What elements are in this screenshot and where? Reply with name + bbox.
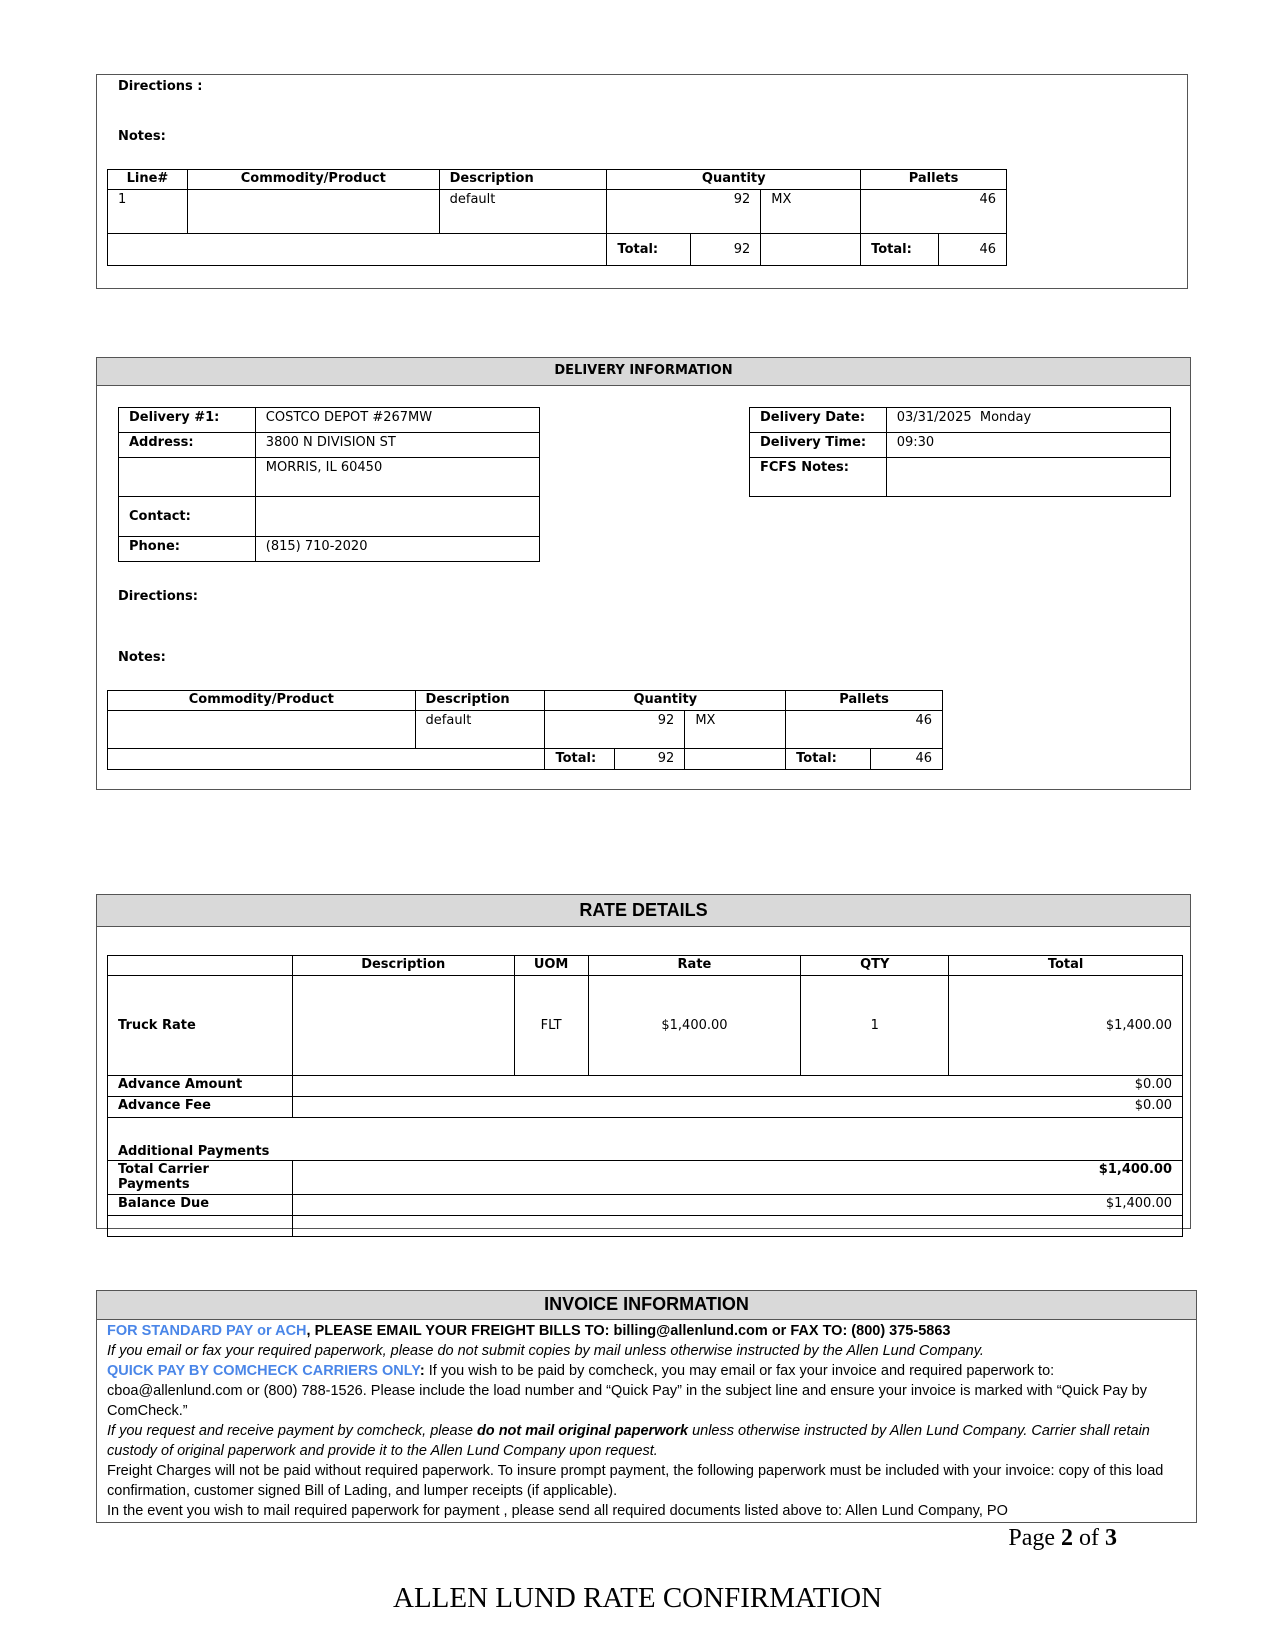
- invoice-paragraph-comcheck: If you request and receive payment by comcheck, please do not mail original paperwork unless otherwise instructed by Allen Lund Company. Carrier shall retain custody of original paperwork and provide it to the Allen Lund Company upon request.: [107, 1423, 1150, 1459]
- page-number: Page 2 of 3: [1008, 1525, 1117, 1551]
- phone-value: (815) 710-2020: [255, 537, 539, 562]
- cell-pallets: 46: [786, 711, 943, 749]
- address-line2: MORRIS, IL 60450: [255, 458, 539, 497]
- pallets-total-label: Total:: [786, 749, 871, 770]
- notes-label: Notes:: [118, 129, 166, 144]
- table-row: [108, 190, 1007, 234]
- phone-label: Phone:: [119, 537, 256, 562]
- pickup-commodity-table: [107, 169, 1007, 266]
- cell-line: 1: [108, 190, 188, 234]
- delivery-time-label: Delivery Time:: [750, 433, 887, 458]
- delivery-commodity-table: [107, 690, 943, 770]
- invoice-paragraph-quick-pay: QUICK PAY BY COMCHECK CARRIERS ONLY: If you wish to be paid by comcheck, you may email or fax your invoice and required paperwork to: cboa@allenlund.com or (800) 788-1526. Please include the load number and “Quick Pay” in the subject line and ensure your invoice is marked with “Quick Pay by ComCheck.”: [107, 1363, 1147, 1419]
- advance-amount-label: Advance Amount: [108, 1076, 293, 1097]
- truck-rate-label: Truck Rate: [108, 976, 293, 1076]
- header-quantity: Quantity: [545, 691, 786, 711]
- total-carrier-payments-value: $1,400.00: [292, 1161, 1182, 1195]
- invoice-body: [97, 1320, 1196, 1521]
- balance-due-label: Balance Due: [108, 1195, 293, 1216]
- invoice-paragraph-required-paperwork: Freight Charges will not be paid without required paperwork. To insure prompt payment, the following paperwork must be included with your invoice: copy of this load confirmation, customer signed Bill of Lading, and lumper receipts (if applicable).: [107, 1463, 1164, 1499]
- truck-rate-uom: FLT: [514, 976, 588, 1076]
- cell-quantity: 92: [545, 711, 685, 749]
- delivery-date-value: 03/31/2025 Monday: [886, 408, 1170, 433]
- truck-rate-total: $1,400.00: [949, 976, 1183, 1076]
- truck-rate-rate: $1,400.00: [588, 976, 801, 1076]
- pallets-total-value: 46: [871, 749, 943, 770]
- header-qty: QTY: [801, 956, 949, 976]
- balance-due-value: $1,400.00: [292, 1195, 1182, 1216]
- header-rate: Rate: [588, 956, 801, 976]
- fcfs-notes-label: FCFS Notes:: [750, 458, 887, 497]
- header-quantity: Quantity: [607, 170, 861, 190]
- truck-rate-qty: 1: [801, 976, 949, 1076]
- invoice-paragraph-standard-pay: FOR STANDARD PAY or ACH, PLEASE EMAIL YOUR FREIGHT BILLS TO: billing@allenlund.com or FAX TO: (800) 375-5863: [107, 1323, 951, 1339]
- header-uom: UOM: [514, 956, 588, 976]
- header-description: Description: [415, 691, 545, 711]
- quantity-total-value: 92: [615, 749, 685, 770]
- contact-label: Contact:: [119, 497, 256, 537]
- advance-amount-value: $0.00: [292, 1076, 1182, 1097]
- header-line: Line#: [108, 170, 188, 190]
- totals-row: [108, 749, 943, 770]
- cell-uom: MX: [761, 190, 861, 234]
- rate-table: [107, 955, 1183, 1237]
- invoice-section: [96, 1290, 1197, 1523]
- delivery-directions-label: Directions:: [118, 589, 198, 604]
- cell-commodity: [187, 190, 439, 234]
- pallets-total-label: Total:: [861, 234, 939, 266]
- delivery-time-value: 09:30: [886, 433, 1170, 458]
- header-commodity: Commodity/Product: [108, 691, 416, 711]
- delivery-section: [96, 357, 1191, 790]
- cell-description: default: [439, 190, 607, 234]
- delivery-number-value: COSTCO DEPOT #267MW: [255, 408, 539, 433]
- cell-pallets: 46: [861, 190, 1007, 234]
- rate-section: [96, 894, 1191, 1229]
- delivery-section-title: DELIVERY INFORMATION: [97, 358, 1190, 386]
- address-line1: 3800 N DIVISION ST: [255, 433, 539, 458]
- totals-row: [108, 234, 1007, 266]
- pallets-total-value: 46: [939, 234, 1007, 266]
- truck-rate-description: [292, 976, 514, 1076]
- cell-commodity: [108, 711, 416, 749]
- cell-description: default: [415, 711, 545, 749]
- advance-fee-value: $0.00: [292, 1097, 1182, 1118]
- invoice-paragraph-email-fax: If you email or fax your required paperwork, please do not submit copies by mail unless otherwise instructed by the Allen Lund Company.: [107, 1343, 984, 1359]
- delivery-date-label: Delivery Date:: [750, 408, 887, 433]
- contact-value: [255, 497, 539, 537]
- cell-quantity: 92: [607, 190, 761, 234]
- delivery-number-label: Delivery #1:: [119, 408, 256, 433]
- fcfs-notes-value: [886, 458, 1170, 497]
- quantity-total-label: Total:: [545, 749, 615, 770]
- header-description: Description: [439, 170, 607, 190]
- additional-payments-label: Additional Payments: [108, 1118, 1183, 1161]
- quantity-total-label: Total:: [607, 234, 691, 266]
- invoice-section-title: INVOICE INFORMATION: [97, 1291, 1196, 1320]
- table-row: [108, 711, 943, 749]
- document-footer-title: ALLEN LUND RATE CONFIRMATION: [393, 1582, 882, 1614]
- cell-uom: MX: [685, 711, 786, 749]
- delivery-notes-label: Notes:: [118, 650, 166, 665]
- directions-label: Directions :: [118, 79, 203, 94]
- advance-fee-label: Advance Fee: [108, 1097, 293, 1118]
- rate-section-title: RATE DETAILS: [97, 895, 1190, 927]
- delivery-address-table: [118, 407, 540, 562]
- truck-rate-row: [108, 976, 1183, 1076]
- quantity-total-value: 92: [691, 234, 761, 266]
- pickup-section: [96, 74, 1188, 289]
- invoice-paragraph-mail: In the event you wish to mail required paperwork for payment , please send all required documents listed above to: Allen Lund Company, PO: [107, 1503, 1008, 1519]
- header-total: Total: [949, 956, 1183, 976]
- header-pallets: Pallets: [861, 170, 1007, 190]
- total-carrier-payments-label: Total Carrier Payments: [108, 1161, 293, 1195]
- delivery-schedule-table: [749, 407, 1171, 497]
- address-label: Address:: [119, 433, 256, 458]
- header-pallets: Pallets: [786, 691, 943, 711]
- header-description: Description: [292, 956, 514, 976]
- header-commodity: Commodity/Product: [187, 170, 439, 190]
